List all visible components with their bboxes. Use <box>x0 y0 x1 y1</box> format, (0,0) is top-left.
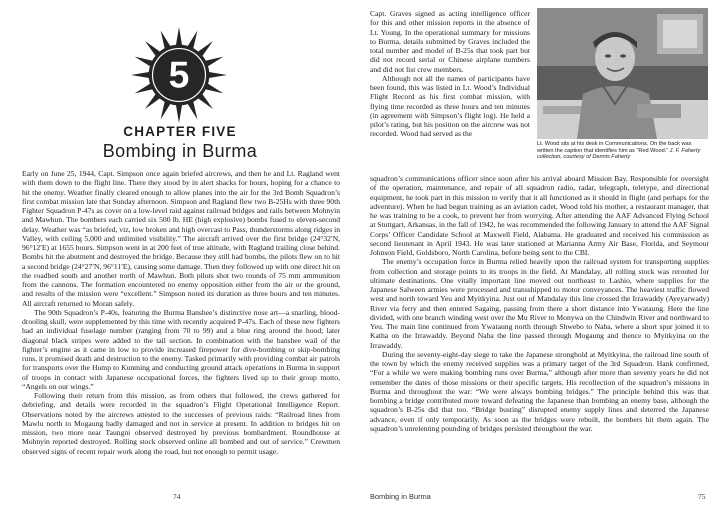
paragraph: Following their return from this mission, as from others that followed, the crews gathered for debriefing, and details were recorded in the squadron’s Flight Operational Intelligence Report. Observations noted by the aircrews attested to the successes of previous raids: “Railroad lines from Mawlu north to Mogaung badly damaged and not in service at present. In addition to bridges hit on mission, two more near Taungni observed destroyed by previous bombardment. Roundhouse at Mohnyin reported destroyed. Rolling stock observed online all bombed and out of service.” Crewmen observed signs of recent repair work along the road, but not enough to permit usage. <box>22 391 340 456</box>
running-head: Bombing in Burma <box>370 492 431 501</box>
paragraph: Early on June 25, 1944, Capt. Simpson once again briefed aircrews, and then he and Lt. Ragland went with them down to the flight line. There they stood by in alert shacks for hours, hoping for a chance to hit the enemy. Weather finally cleared enough to allow planes into the air for the 3rd Bomb Squadron’s first combat mission late that Sunday afternoon. Simpson and Ragland flew two B-25Hs with three 90th Fighter Squadron P-47s as cover on a low-level raid against railroad bridges and rails between Mohnyin and Mawhun. The bombers each carried six 500 lb. HE (high explosive) bombs fused to eleven-second delay. Weather was “as briefed, viz, low broken and high overcast to Pass, thunderstorms along ridges in Valley, with ceiling 5,000 and unlimited visibility.” The aircraft arrived over the first bridge (24°32′N, 96°12′E) at 1655 hours. Simpson went in at 200 feet of true altitude, with Ragland trailing close behind. Bombs hit the abutment and destroyed the bridge. Because they still had bombs, the pilots flew on to hit a second bridge (24°27′N, 96°11′E), causing some damage. Then they followed up with one direct hit on the roadbed south and another north of Mawhun. Both pilots shot two rounds of 75 mm ammunition from the cannons. The formation encountered no enemy opposition either from the air or the ground, and results of the mission were “excellent.” Simpson noted its duration as three hours and ten minutes. All aircraft returned to Moran safely. <box>22 169 340 308</box>
sunburst-ray <box>176 27 182 46</box>
paragraph: Although not all the names of participants have been found, this was listed in Lt. Wood’s Individual Flight Record as his first combat mission, with flying time recorded as three hours and ten minutes (in agreement with Simpson’s flight log). He held a pilot’s rating, but his position on the aircrew was not recorded. Wood had served as the <box>370 73 530 139</box>
page-number: 74 <box>173 492 181 501</box>
paragraph: The enemy’s occupation force in Burma relied heavily upon the railroad system for transporting supplies from collection and storage points to its troops in the field. At Mandalay, all rolling stock was rerouted for ultimate destinations. One vitally important line moved out northeast to Lashio, where supplies for the Japanese Salween armies were processed and transshipped to motor conveyances. The heaviest traffic flowed west and north toward Yeu and Myitkyina. Just out of Mandalay this line crossed the Irrawaddy (Ayeyarwady) River via ferry and then entered Sagaing, passing from there a short distance into Ywataung. Here the line divided, with one branch winding west over the Mu River to Monywa on the Chindwin River and northward to Yeu. The main line continued from Ywataung north through Shwebo to Naba, where a short spur joined it to Katha on the Irrawaddy. Beyond Naba the line passed through Mogaung and thence to Myitkyina on the Irrawaddy. <box>370 257 709 350</box>
chapter-sunburst-emblem <box>130 26 228 124</box>
paragraph: During the seventy-eight-day siege to take the Japanese stronghold at Myitkyina, the railroad line south of the town by which the enemy received supplies was a primary target of the 3rd Squadron. Hank confirmed, “For a while we were making bombing runs over Burma,” although after more than seventy years he did not remember the dates of those missions or their specific targets. His recollection of the squadron’s missions in Burma and throughout the war: “We were always bombing bridges.” The principle behind this was that bombing a bridge contributed more toward defeating the Japanese than bombing an enemy base, although the squadron’s B-25s did that too. “Bridge busting” disrupted enemy supply lines and deterred the Japanese advance, even if only temporarily. As soon as the bridges were rebuilt, the bombers hit them again. The squadron’s unrelenting pounding of bridges persisted throughout the war. <box>370 349 709 433</box>
caption-text: Lt. Wood sits at his desk in Communications. On the back was written the caption that identifies him as “Red Wood.” <box>537 141 692 154</box>
chapter-label: CHAPTER FIVE <box>123 124 237 139</box>
paragraph: Capt. Graves signed as acting intelligence officer for this and other mission reports in the absence of Lt. Young. In the operational summary for missions to Burma, details submitted by Graves included the total number and model of B-25s that took part but did not record serial or Chinese airplane numbers and did not list crew members. <box>370 9 530 74</box>
page-number: 75 <box>698 492 706 501</box>
left-body-text <box>22 169 340 456</box>
sunburst-ray <box>208 72 227 78</box>
paragraph: The 90th Squadron’s P-40s, featuring the Burma Banshee’s distinctive nose art—a snarling, blood-drooling skull, were supplemented by this time with recently acquired P-47s. Each of these new fighters had an individual fuselage number (ranging from 70 to 99) and a blue ring around the hood; later diagonal black stripes were added to the tail section. In combination with the banshee wail of the fighter’s engine as it came in low to provide increased firepower for dive-bombing or skip-bombing runs, it promised death and destruction to the enemy. Tasked primarily with providing combat air patrols for transports over the Hump to Kunming and conducting ground attack operations in Burma in support of troops in contact with Japanese occupational forces, the fighters lived up to their group motto, “Angels on our wings.” <box>22 307 340 391</box>
sunburst-ray <box>131 72 150 78</box>
chapter-number: 5 <box>168 53 190 96</box>
right-page <box>360 0 720 514</box>
lt-wood-photo <box>537 8 708 139</box>
caption-credit: J. F. Faherty collection, courtesy of Dennis Faherty <box>537 147 701 161</box>
photo-illustration <box>537 8 708 139</box>
paragraph: squadron’s communications officer since soon after his arrival aboard Mission Bay. Responsible for oversight of the operation, maintenance, and repair of all squadron radio, radar, telegraph, teletype, and directional equipment, he took part in this mission to verify that it all functioned as it should in flight (and perhaps for the adventure). When he had begun training as an aviation cadet, Wood told his mother, a restaurant manager, that he was training to be a cook, to prevent her from worrying. After attending the AAF Advanced Flying School at Stuttgart, Arkansas, in the fall of 1942, he was recommended the following January to attend the AAF Signal Corps’ Officer Candidate School at Maxwell Field, Alabama. He graduated and received his commission as second lieutenant in April 1943. He was later stationed at Marianna Army Air Base, Florida, and Seymour Johnson Field, Goldsboro, North Carolina, before being sent to the CBI. <box>370 174 709 257</box>
sunburst-ray <box>176 104 182 123</box>
photo-caption <box>537 141 709 161</box>
right-column-text <box>370 9 530 139</box>
chapter-title: Bombing in Burma <box>102 141 258 161</box>
right-body-text <box>370 174 709 433</box>
